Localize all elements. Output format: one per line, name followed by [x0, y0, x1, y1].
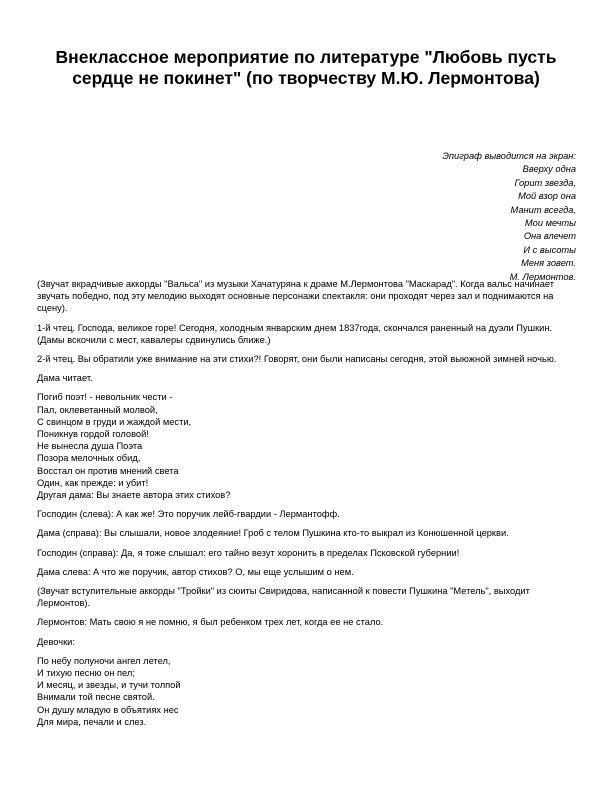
- poem-line: Один, как прежде: и убит!: [37, 477, 149, 488]
- epigraph-intro: Эпиграф выводится на экран:: [442, 151, 576, 161]
- dialogue-line: Другая дама: Вы знаете автора этих стихов?: [37, 490, 231, 501]
- epigraph-line: Она влечет: [523, 231, 576, 242]
- poem-line: Погиб поэт! - невольник чести -: [37, 392, 173, 403]
- epigraph-line: Горит звезда,: [514, 177, 576, 188]
- dialogue-paragraph: 2-й чтец. Вы обратили уже внимание на эти стихи?! Говорят, они были написаны сегодня, этой выюжной зимней ночью.: [37, 354, 557, 365]
- epigraph-line: Вверху одна: [522, 164, 576, 175]
- poem-line: И месяц, и звезды, и тучи толпой: [37, 680, 181, 691]
- dialogue-paragraph: Лермонтов: Мать свою я не помню, я был ребенком трех лет, когда ее не стало.: [37, 617, 384, 628]
- dialogue-paragraph: 1-й чтец. Господа, великое горе! Сегодня, холодным январским днем 1837года, скончался раненный на дуэли Пушкин. (Дамы вскочили с мест, кавалеры сдвинулись ближе.): [37, 322, 553, 345]
- dialogue-paragraph: Господин (слева): А как же! Это поручик лейб-гвардии - Лермантофф.: [37, 509, 340, 520]
- epigraph: [442, 150, 576, 284]
- poem-line: Поникнув гордой головой!: [37, 429, 149, 440]
- poem-line: По небу полуночи ангел летел,: [37, 655, 171, 666]
- poem-line: Он душу младую в объятиях нес: [37, 704, 179, 715]
- dialogue-paragraph: Дама читает.: [37, 373, 93, 384]
- poem-line: Пал, оклеветанный молвой,: [37, 404, 158, 415]
- poem-line: Для мира, печали и слез.: [37, 716, 147, 727]
- epigraph-line: И с высоты: [523, 244, 576, 255]
- poem-line: И тихую песню он пел;: [37, 668, 135, 679]
- dialogue-paragraph: Дама слева: А что же поручик, автор стихов? О, мы еще услышим о нем.: [37, 566, 354, 577]
- epigraph-line: Манит всегда,: [510, 204, 576, 215]
- document-body: [37, 278, 577, 735]
- dialogue-paragraph: Дама (справа): Вы слышали, новое злодеяние! Гроб с телом Пушкина кто-то выкрал из Конюшенной церкви.: [37, 528, 509, 539]
- dialogue-paragraph: Господин (справа): Да, я тоже слышал: его тайно везут хоронить в пределах Псковской губернии!: [37, 547, 460, 558]
- stage-direction: (Звучат вкрадчивые аккорды "Вальса" из музыки Хачатуряна к драме М.Лермонтова "Маскарад". Когда вальс начинает звучать победно, под эту мелодию выходят основные персонажи спектакля: они проходят через зал и поднимаются на сцену).: [37, 279, 555, 314]
- epigraph-author: М. Лермонтов.: [509, 271, 576, 282]
- dialogue-paragraph: Девочки:: [37, 636, 75, 647]
- poem-line: Внимали той песне святой.: [37, 692, 155, 703]
- poem-line: Восстал он против мнений света: [37, 465, 179, 476]
- document-title: Внеклассное мероприятие по литературе "Любовь пусть сердце не покинет" (по творчеству М.Ю. Лермонтова): [55, 47, 557, 88]
- epigraph-line: Меня зовет.: [521, 258, 576, 269]
- poem-angel: [37, 655, 577, 728]
- poem-line: С свинцом в груди и жаждой мести,: [37, 416, 192, 427]
- stage-direction: (Звучат вступительные аккорды "Тройки" из сюиты Свиридова, написанной к повести Пушкина "Метель", выходит Лермонтов).: [37, 586, 530, 609]
- poem-line: Позора мелочных обид,: [37, 453, 141, 464]
- poem-line: Не вынесла душа Поэта: [37, 441, 143, 452]
- epigraph-line: Мой взор она: [518, 191, 576, 202]
- epigraph-line: Мои мечты: [524, 218, 576, 229]
- poem-death-of-poet: [37, 391, 577, 501]
